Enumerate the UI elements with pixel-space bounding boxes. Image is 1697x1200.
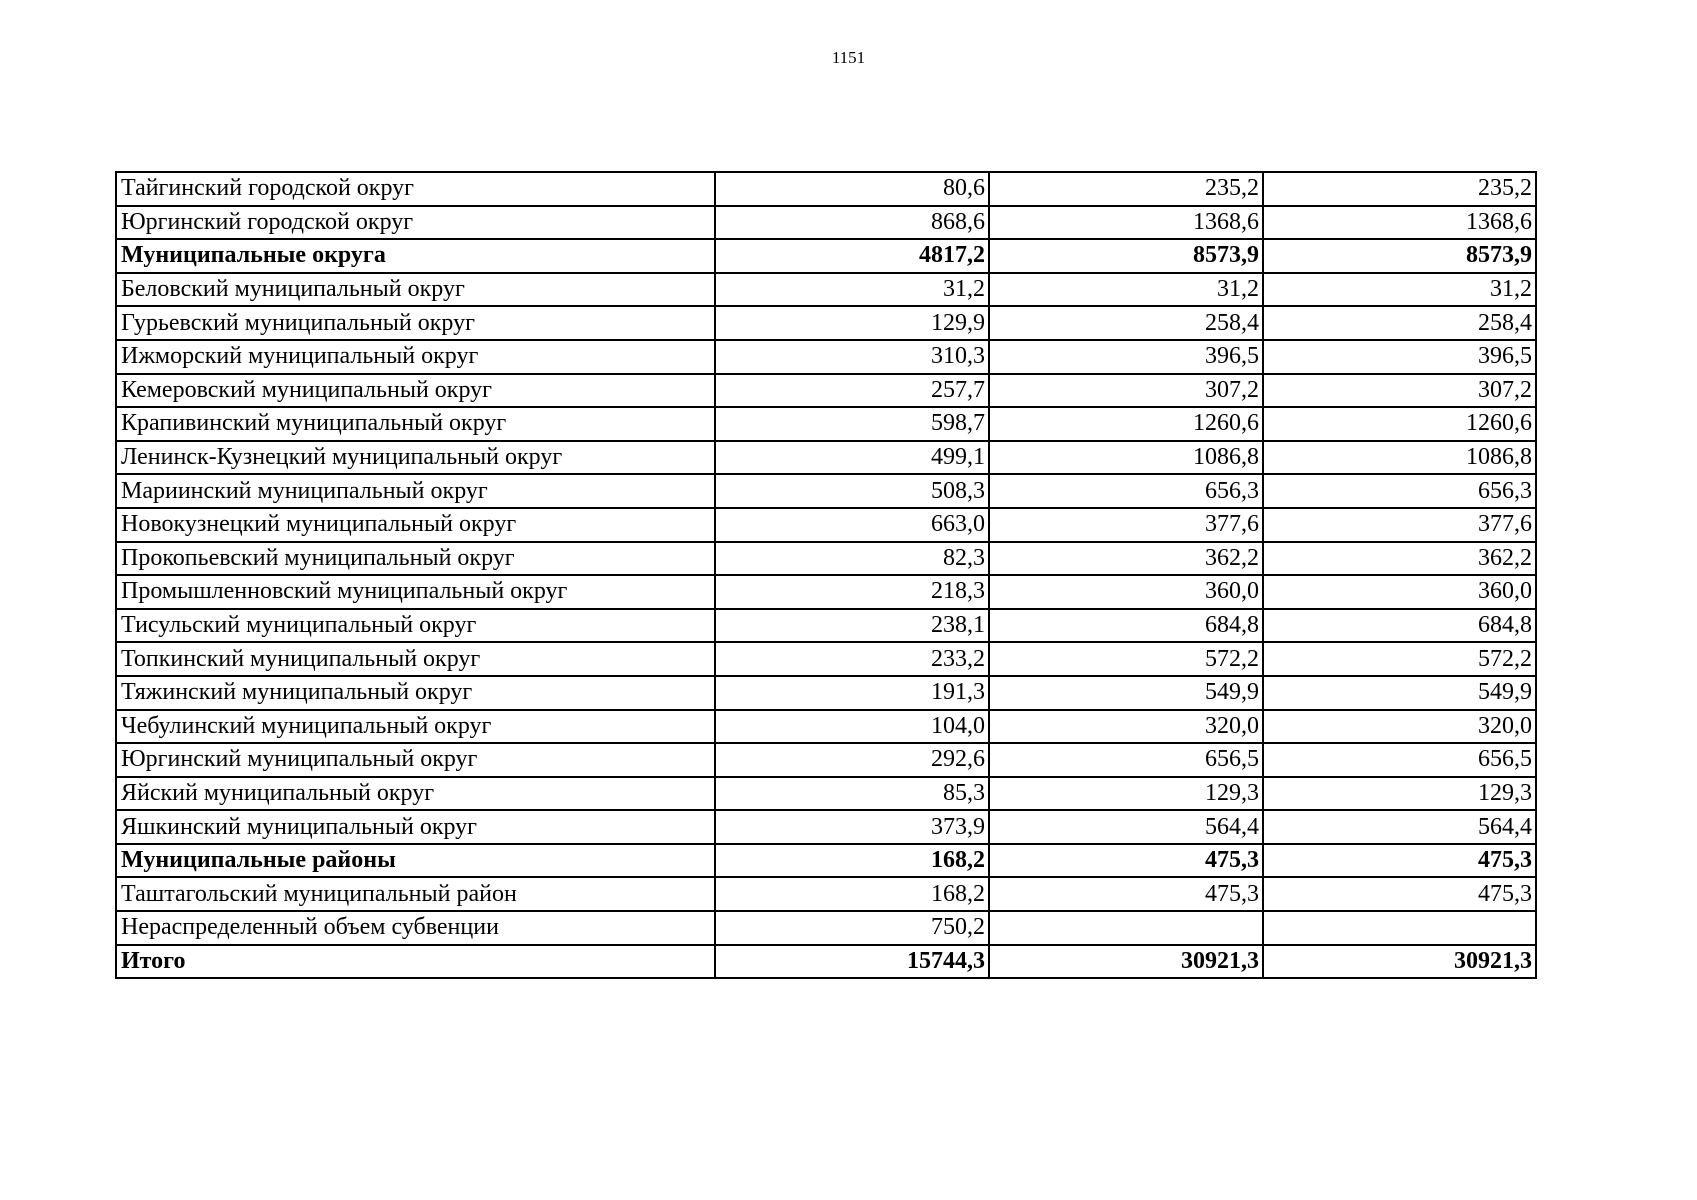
value-cell-v3: 258,4 [1263, 306, 1536, 340]
row-label-cell: Кемеровский муниципальный округ [116, 374, 715, 408]
row-label-cell: Юргинский муниципальный округ [116, 743, 715, 777]
table-row [116, 407, 1536, 441]
table-row [116, 642, 1536, 676]
value-cell-v1: 85,3 [715, 777, 989, 811]
table-body [116, 172, 1536, 978]
value-cell-v1: 82,3 [715, 542, 989, 576]
table-row [116, 777, 1536, 811]
value-cell-v1: 868,6 [715, 206, 989, 240]
value-cell-v1: 292,6 [715, 743, 989, 777]
row-label-cell: Тайгинский городской округ [116, 172, 715, 206]
value-cell-v2: 684,8 [989, 609, 1263, 643]
table-row [116, 575, 1536, 609]
value-cell-v3: 656,3 [1263, 474, 1536, 508]
value-cell-v3: 396,5 [1263, 340, 1536, 374]
value-cell-v3: 572,2 [1263, 642, 1536, 676]
value-cell-v2 [989, 911, 1263, 945]
value-cell-v3: 377,6 [1263, 508, 1536, 542]
value-cell-v1: 373,9 [715, 810, 989, 844]
value-cell-v1: 238,1 [715, 609, 989, 643]
row-label-cell: Муниципальные округа [116, 239, 715, 273]
row-label-cell: Тяжинский муниципальный округ [116, 676, 715, 710]
value-cell-v1: 508,3 [715, 474, 989, 508]
table-row [116, 743, 1536, 777]
value-cell-v2: 360,0 [989, 575, 1263, 609]
value-cell-v1: 80,6 [715, 172, 989, 206]
value-cell-v3: 684,8 [1263, 609, 1536, 643]
value-cell-v3: 475,3 [1263, 877, 1536, 911]
table-row [116, 273, 1536, 307]
value-cell-v3: 320,0 [1263, 710, 1536, 744]
row-label-cell: Промышленновский муниципальный округ [116, 575, 715, 609]
row-label-cell: Беловский муниципальный округ [116, 273, 715, 307]
table-row [116, 810, 1536, 844]
table-row [116, 340, 1536, 374]
value-cell-v3: 235,2 [1263, 172, 1536, 206]
value-cell-v3: 1368,6 [1263, 206, 1536, 240]
value-cell-v3: 129,3 [1263, 777, 1536, 811]
page-number: 1151 [831, 48, 866, 67]
table-row [116, 609, 1536, 643]
value-cell-v3: 307,2 [1263, 374, 1536, 408]
row-label-cell: Ижморский муниципальный округ [116, 340, 715, 374]
row-label-cell: Муниципальные районы [116, 844, 715, 878]
value-cell-v3: 564,4 [1263, 810, 1536, 844]
table-row [116, 877, 1536, 911]
value-cell-v2: 656,3 [989, 474, 1263, 508]
value-cell-v2: 396,5 [989, 340, 1263, 374]
table-row [116, 710, 1536, 744]
value-cell-v1: 750,2 [715, 911, 989, 945]
value-cell-v2: 1368,6 [989, 206, 1263, 240]
table-row [116, 306, 1536, 340]
table-row [116, 911, 1536, 945]
value-cell-v1: 4817,2 [715, 239, 989, 273]
table-row [116, 542, 1536, 576]
value-cell-v3: 30921,3 [1263, 945, 1536, 979]
value-cell-v2: 475,3 [989, 877, 1263, 911]
row-label-cell: Крапивинский муниципальный округ [116, 407, 715, 441]
value-cell-v3: 475,3 [1263, 844, 1536, 878]
value-cell-v2: 30921,3 [989, 945, 1263, 979]
value-cell-v1: 218,3 [715, 575, 989, 609]
value-cell-v1: 15744,3 [715, 945, 989, 979]
table-row [116, 172, 1536, 206]
value-cell-v2: 1260,6 [989, 407, 1263, 441]
value-cell-v3: 8573,9 [1263, 239, 1536, 273]
table-row [116, 441, 1536, 475]
value-cell-v2: 8573,9 [989, 239, 1263, 273]
row-label-cell: Яшкинский муниципальный округ [116, 810, 715, 844]
row-label-cell: Итого [116, 945, 715, 979]
value-cell-v3: 362,2 [1263, 542, 1536, 576]
value-cell-v2: 307,2 [989, 374, 1263, 408]
table-row [116, 676, 1536, 710]
value-cell-v1: 663,0 [715, 508, 989, 542]
value-cell-v3: 549,9 [1263, 676, 1536, 710]
value-cell-v2: 572,2 [989, 642, 1263, 676]
row-label-cell: Нераспределенный объем субвенции [116, 911, 715, 945]
value-cell-v1: 499,1 [715, 441, 989, 475]
row-label-cell: Юргинский городской округ [116, 206, 715, 240]
row-label-cell: Яйский муниципальный округ [116, 777, 715, 811]
value-cell-v2: 235,2 [989, 172, 1263, 206]
row-label-cell: Топкинский муниципальный округ [116, 642, 715, 676]
value-cell-v1: 191,3 [715, 676, 989, 710]
value-cell-v2: 475,3 [989, 844, 1263, 878]
value-cell-v2: 1086,8 [989, 441, 1263, 475]
value-cell-v3 [1263, 911, 1536, 945]
value-cell-v3: 1086,8 [1263, 441, 1536, 475]
value-cell-v3: 31,2 [1263, 273, 1536, 307]
value-cell-v2: 656,5 [989, 743, 1263, 777]
row-label-cell: Ленинск-Кузнецкий муниципальный округ [116, 441, 715, 475]
row-label-cell: Таштагольский муниципальный район [116, 877, 715, 911]
value-cell-v1: 257,7 [715, 374, 989, 408]
table-row [116, 508, 1536, 542]
value-cell-v3: 1260,6 [1263, 407, 1536, 441]
value-cell-v3: 656,5 [1263, 743, 1536, 777]
value-cell-v1: 168,2 [715, 844, 989, 878]
value-cell-v2: 549,9 [989, 676, 1263, 710]
row-label-cell: Гурьевский муниципальный округ [116, 306, 715, 340]
value-cell-v2: 320,0 [989, 710, 1263, 744]
value-cell-v1: 598,7 [715, 407, 989, 441]
row-label-cell: Мариинский муниципальный округ [116, 474, 715, 508]
value-cell-v2: 129,3 [989, 777, 1263, 811]
row-label-cell: Чебулинский муниципальный округ [116, 710, 715, 744]
table-row [116, 239, 1536, 273]
table-row [116, 844, 1536, 878]
value-cell-v1: 129,9 [715, 306, 989, 340]
table-row [116, 374, 1536, 408]
value-cell-v2: 31,2 [989, 273, 1263, 307]
value-cell-v2: 258,4 [989, 306, 1263, 340]
value-cell-v1: 168,2 [715, 877, 989, 911]
row-label-cell: Новокузнецкий муниципальный округ [116, 508, 715, 542]
value-cell-v2: 362,2 [989, 542, 1263, 576]
value-cell-v1: 104,0 [715, 710, 989, 744]
value-cell-v2: 564,4 [989, 810, 1263, 844]
value-cell-v1: 31,2 [715, 273, 989, 307]
value-cell-v3: 360,0 [1263, 575, 1536, 609]
table-row [116, 474, 1536, 508]
table-row [116, 206, 1536, 240]
row-label-cell: Прокопьевский муниципальный округ [116, 542, 715, 576]
value-cell-v2: 377,6 [989, 508, 1263, 542]
value-cell-v1: 310,3 [715, 340, 989, 374]
value-cell-v1: 233,2 [715, 642, 989, 676]
subvention-table [115, 171, 1537, 979]
table-row [116, 945, 1536, 979]
row-label-cell: Тисульский муниципальный округ [116, 609, 715, 643]
